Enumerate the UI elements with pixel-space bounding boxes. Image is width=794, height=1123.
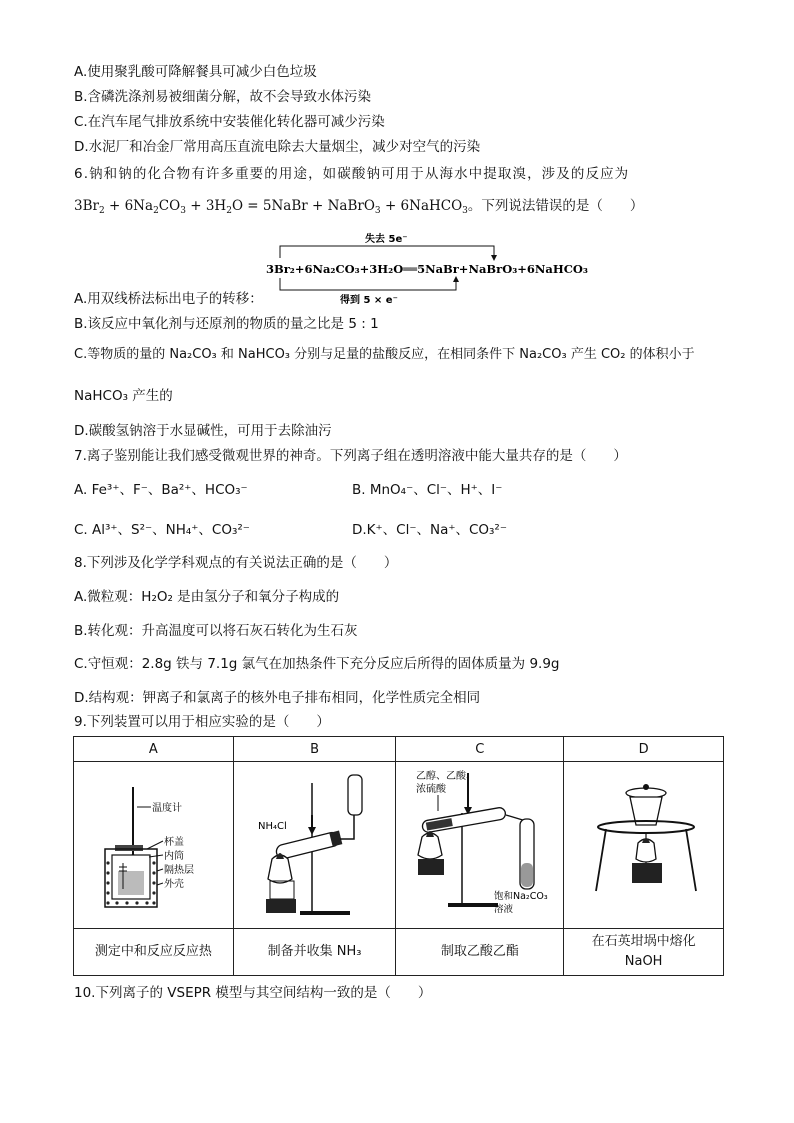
crucible-apparatus-diagram xyxy=(566,763,722,923)
q8-option-a: A.微粒观：H₂O₂ 是由氢分子和氧分子构成的 xyxy=(74,589,340,605)
q7-option-a: A. Fe³⁺、F⁻、Ba²⁺、HCO₃⁻ xyxy=(74,482,248,498)
scheme-gain-label: 得到 5 × e⁻ xyxy=(340,295,398,306)
q6-option-a: A.用双线桥法标出电子的转移： xyxy=(74,291,263,307)
calorimeter-diagram xyxy=(75,763,231,923)
q7-option-d: D.K⁺、Cl⁻、Na⁺、CO₃²⁻ xyxy=(352,522,507,538)
q6-option-d: D.碳酸氢钠溶于水显碱性，可用于去除油污 xyxy=(74,423,332,439)
q7-option-b: B. MnO₄⁻、Cl⁻、H⁺、I⁻ xyxy=(352,482,503,498)
table-header-c: C xyxy=(396,737,564,762)
table-header-a: A xyxy=(74,737,234,762)
q5-option-a: A.使用聚乳酸可降解餐具可减少白色垃圾 xyxy=(74,64,317,80)
q5-option-c: C.在汽车尾气排放系统中安装催化转化器可减少污染 xyxy=(74,114,385,130)
q8-option-c: C.守恒观：2.8g 铁与 7.1g 氯气在加热条件下充分反应后所得的固体质量为 9.9g xyxy=(74,656,560,672)
q8-option-d: D.结构观：钾离子和氯离子的核外电子排布相同，化学性质完全相同 xyxy=(74,690,481,706)
label-outer-shell: 外壳 xyxy=(164,879,185,890)
caption-d: 在石英坩埚中熔化 NaOH xyxy=(564,929,724,976)
q8-option-b: B.转化观：升高温度可以将石灰石转化为生石灰 xyxy=(74,623,358,639)
label-inner-cup: 内筒 xyxy=(164,851,185,862)
q5-option-b: B.含磷洗涤剂易被细菌分解，故不会导致水体污染 xyxy=(74,89,372,105)
q7-stem: 7.离子鉴别能让我们感受微观世界的神奇。下列离子组在透明溶液中能大量共存的是（ ） xyxy=(74,448,627,464)
q6-equation: $3Br_2 + 6Na_2CO_3 + 3H_2O$ = 5NaBr + NaBrO$_3$ + 6NaHCO$_3$。下列说法错误的是（ ） xyxy=(74,198,644,216)
caption-c: 制取乙酸乙酯 xyxy=(396,929,564,976)
table-header-d: D xyxy=(564,737,724,762)
scheme-lose-label: 失去 5e⁻ xyxy=(365,234,408,245)
q6-stem: 6.钠和钠的化合物有许多重要的用途，如碳酸钠可用于从海水中提取溴，涉及的反应为 xyxy=(74,166,630,182)
label-insulation: 隔热层 xyxy=(164,865,195,876)
ethyl-acetate-apparatus-diagram xyxy=(398,763,562,923)
scheme-equation: 3Br₂+6Na₂CO₃+3H₂O══5NaBr+NaBrO₃+6NaHCO₃ xyxy=(266,262,588,276)
label-solution: 溶液 xyxy=(493,904,513,915)
q10-stem: 10.下列离子的 VSEPR 模型与其空间结构一致的是（ ） xyxy=(74,985,432,1001)
label-thermometer: 温度计 xyxy=(152,803,183,814)
apparatus-table xyxy=(73,736,724,976)
q6-option-c-line2: NaHCO₃ 产生的 xyxy=(74,388,173,404)
ammonia-apparatus-diagram xyxy=(236,763,394,923)
q7-option-c: C. Al³⁺、S²⁻、NH₄⁺、CO₃²⁻ xyxy=(74,522,250,538)
label-reagents: 乙醇、乙酸、 xyxy=(415,771,476,782)
electron-transfer-scheme xyxy=(262,230,602,306)
apparatus-d-cell xyxy=(564,762,724,929)
label-sodium-carbonate: 饱和Na₂CO₃ xyxy=(493,891,548,902)
table-header-b: B xyxy=(233,737,396,762)
apparatus-c-cell xyxy=(396,762,564,929)
q5-option-d: D.水泥厂和冶金厂常用高压直流电除去大量烟尘，减少对空气的污染 xyxy=(74,139,481,155)
q6-option-b: B.该反应中氧化剂与还原剂的物质的量之比是 5 : 1 xyxy=(74,316,379,332)
apparatus-a-cell xyxy=(74,762,234,929)
caption-a: 测定中和反应反应热 xyxy=(74,929,234,976)
q9-stem: 9.下列装置可以用于相应实验的是（ ） xyxy=(74,714,330,730)
label-sulfuric-acid: 浓硫酸 xyxy=(415,784,446,795)
label-lid: 杯盖 xyxy=(164,837,185,848)
apparatus-b-cell xyxy=(233,762,396,929)
label-nh4cl: NH₄Cl xyxy=(257,821,287,832)
q6-option-c-line1: C.等物质的量的 Na₂CO₃ 和 NaHCO₃ 分别与足量的盐酸反应，在相同条件下 Na₂CO₃ 产生 CO₂ 的体积小于 xyxy=(74,347,695,362)
q8-stem: 8.下列涉及化学学科观点的有关说法正确的是（ ） xyxy=(74,555,398,571)
caption-b: 制备并收集 NH₃ xyxy=(233,929,396,976)
